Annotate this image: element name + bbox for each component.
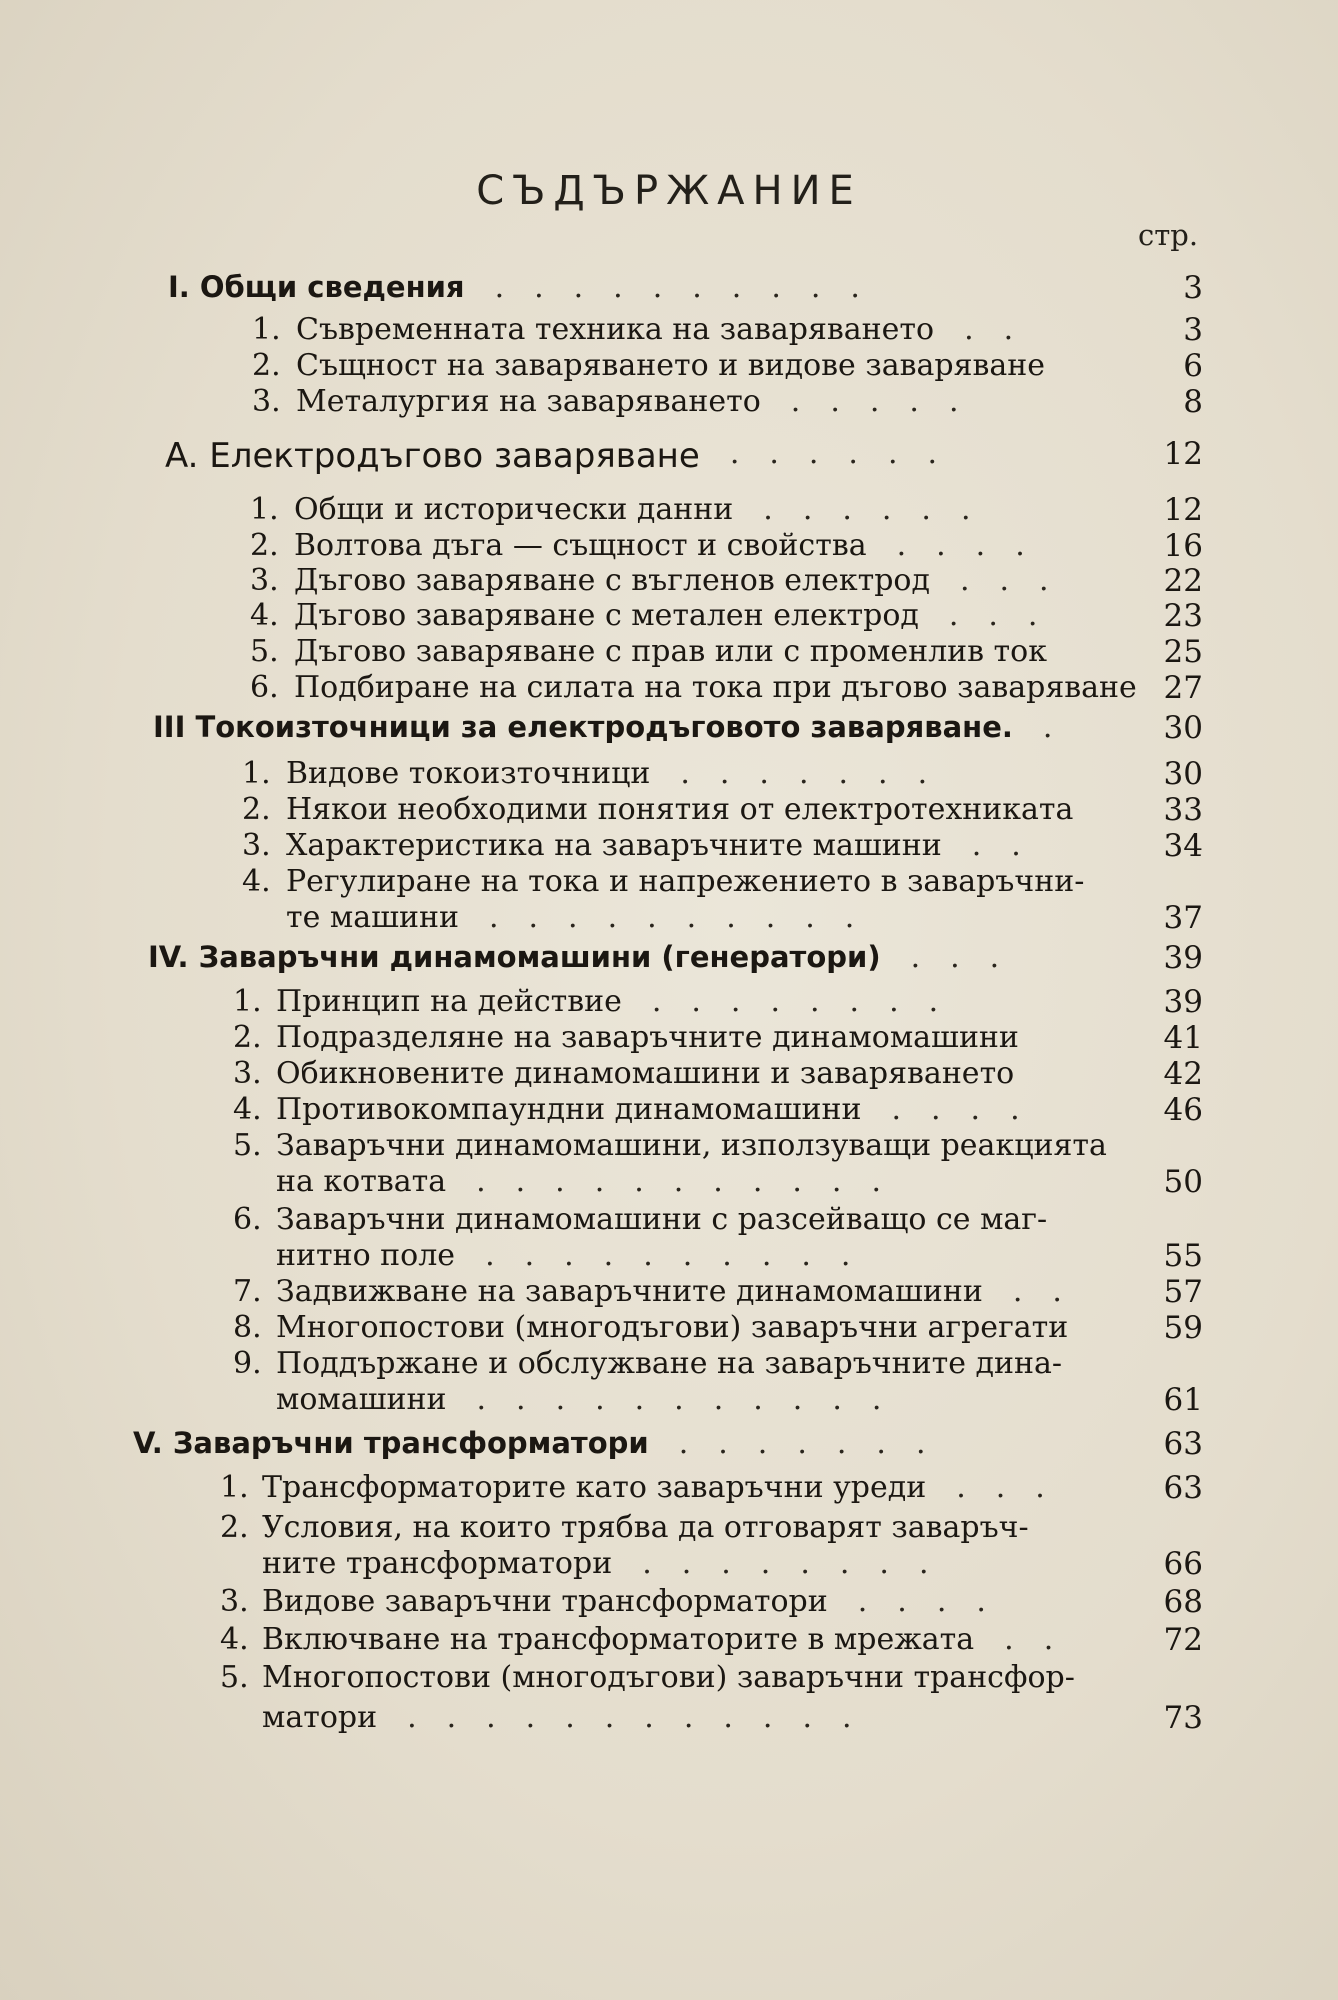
toc-chapter-entry <box>0 940 1338 980</box>
entry-title: ните трансформатори <box>262 1546 613 1581</box>
entry-title: Регулиране на тока и напрежението в заваръчни- <box>286 864 1085 899</box>
toc-subentry <box>0 1510 1338 1550</box>
entry-title: A. Електродъгово заваряване <box>165 436 700 476</box>
toc-subentry <box>0 598 1338 638</box>
entry-number: 1. <box>250 492 279 527</box>
toc-chapter-entry <box>0 1426 1338 1466</box>
entry-title: Многопостови (многодъгови) заваръчни трансфор- <box>262 1660 1075 1695</box>
toc-subentry <box>0 1056 1338 1096</box>
entry-number: 1. <box>233 984 262 1019</box>
entry-title: Общи и исторически данни <box>294 492 734 527</box>
toc-subentry <box>0 756 1338 796</box>
entry-number: 7. <box>233 1274 262 1309</box>
entry-page-number: 55 <box>1163 1238 1203 1274</box>
entry-page-number: 50 <box>1163 1164 1203 1200</box>
entry-page-number: 33 <box>1163 792 1203 828</box>
entry-page-number: 63 <box>1163 1470 1203 1506</box>
entry-number: 2. <box>242 792 271 827</box>
toc-subentry <box>0 1470 1338 1510</box>
toc-continuation-line <box>0 1700 1338 1740</box>
dot-leader: ....... <box>680 756 958 791</box>
toc-continuation-line <box>0 1238 1338 1278</box>
entry-page-number: 39 <box>1163 940 1203 976</box>
entry-page-number: 72 <box>1163 1622 1203 1658</box>
entry-title: Включване на трансформаторите в мрежата <box>262 1622 975 1657</box>
entry-page-number: 3 <box>1183 270 1203 306</box>
entry-title: Волтова дъга — същност и свойства <box>294 528 867 563</box>
toc-subentry <box>0 1622 1338 1662</box>
dot-leader: .......... <box>488 900 885 935</box>
dot-leader: .......... <box>494 270 890 305</box>
entry-page-number: 30 <box>1163 756 1203 792</box>
entry-number: 9. <box>233 1346 262 1381</box>
dot-leader: ........ <box>651 984 969 1019</box>
entry-title: Видове заваръчни трансформатори <box>262 1584 828 1619</box>
entry-page-number: 73 <box>1163 1700 1203 1736</box>
entry-title: Съвременната техника на заваряването <box>296 312 935 347</box>
entry-title: Заваръчни динамомашини, използуващи реакцията <box>276 1128 1107 1163</box>
toc-subentry <box>0 634 1338 674</box>
dot-leader: . <box>1042 710 1083 745</box>
entry-title: на котвата <box>276 1164 447 1199</box>
entry-number: 1. <box>252 312 281 347</box>
toc-continuation-line <box>0 1382 1338 1422</box>
entry-title: те машини <box>286 900 459 935</box>
entry-title: момашини <box>276 1382 447 1417</box>
entry-page-number: 3 <box>1183 312 1203 348</box>
entry-page-number: 57 <box>1163 1274 1203 1310</box>
entry-number: 2. <box>233 1020 262 1055</box>
entry-title: Дъгово заваряване с прав или с променлив ток <box>294 634 1047 669</box>
entry-title: Металургия на заваряването <box>296 384 761 419</box>
entry-page-number: 39 <box>1163 984 1203 1020</box>
toc-continuation-line <box>0 900 1338 940</box>
entry-number: 8. <box>233 1310 262 1345</box>
toc-continuation-line <box>0 1546 1338 1586</box>
entry-number: 5. <box>220 1660 249 1695</box>
entry-title: Условия, на които трябва да отговарят заваръч- <box>262 1510 1029 1545</box>
entry-page-number: 42 <box>1163 1056 1203 1092</box>
entry-title: Подбиране на силата на тока при дъгово заваряване <box>294 670 1137 705</box>
entry-title: V. Заваръчни трансформатори <box>133 1426 649 1460</box>
entry-number: 4. <box>250 598 279 633</box>
toc-subentry <box>0 1346 1338 1386</box>
entry-title: Някои необходими понятия от електротехниката <box>286 792 1074 827</box>
entry-title: Принцип на действие <box>276 984 622 1019</box>
dot-leader: ..... <box>790 384 989 419</box>
entry-title: Трансформаторите като заваръчни уреди <box>262 1470 927 1505</box>
entry-number: 4. <box>233 1092 262 1127</box>
entry-page-number: 63 <box>1163 1426 1203 1462</box>
toc-subentry <box>0 1202 1338 1242</box>
entry-title: Заваръчни динамомашини с разсейващо се маг- <box>276 1202 1048 1237</box>
dot-leader: .. <box>964 312 1044 347</box>
toc-subentry <box>0 563 1338 603</box>
entry-title: Обикновените динамомашини и заваряването <box>276 1056 1015 1091</box>
toc-subentry <box>0 1092 1338 1132</box>
toc-chapter-entry <box>0 436 1338 476</box>
dot-leader: .......... <box>485 1238 881 1273</box>
toc-subentry <box>0 864 1338 904</box>
entry-title: Дъгово заваряване с метален електрод <box>294 598 919 633</box>
entry-number: 2. <box>252 348 281 383</box>
toc-subentry <box>0 1584 1338 1624</box>
toc-subentry <box>0 312 1338 352</box>
entry-title: Същност на заваряването и видове заваряване <box>296 348 1046 383</box>
toc-chapter-entry <box>0 710 1338 750</box>
dot-leader: ... <box>959 563 1079 598</box>
entry-number: 1. <box>220 1470 249 1505</box>
dot-leader: ...... <box>729 436 968 471</box>
entry-title: III Токоизточници за електродъговото заваряване. <box>153 710 1013 744</box>
dot-leader: ........... <box>476 1164 911 1199</box>
dot-leader: ... <box>956 1470 1075 1505</box>
entry-page-number: 61 <box>1163 1382 1203 1418</box>
entry-title: Противокомпаундни динамомашини <box>276 1092 862 1127</box>
entry-number: 5. <box>233 1128 262 1163</box>
toc-subentry <box>0 1274 1338 1314</box>
toc-subentry <box>0 492 1338 532</box>
entry-title: нитно поле <box>276 1238 456 1273</box>
dot-leader: ........... <box>476 1382 912 1417</box>
entry-title: Задвижване на заваръчните динамомашини <box>276 1274 983 1309</box>
entry-title: Подразделяне на заваръчните динамомашини <box>276 1020 1019 1055</box>
entry-title: I. Общи сведения <box>168 270 465 304</box>
toc-subentry <box>0 828 1338 868</box>
entry-page-number: 23 <box>1163 598 1203 634</box>
entry-title: матори <box>262 1700 378 1735</box>
toc-subentry <box>0 1310 1338 1350</box>
entry-page-number: 8 <box>1183 384 1203 420</box>
entry-page-number: 59 <box>1163 1310 1203 1346</box>
entry-page-number: 41 <box>1163 1020 1203 1056</box>
page-column-label: стр. <box>1138 218 1199 252</box>
toc-continuation-line <box>0 1164 1338 1204</box>
entry-number: 2. <box>220 1510 249 1545</box>
entry-title: Характеристика на заваръчните машини <box>286 828 942 863</box>
entry-title: Видове токоизточници <box>286 756 651 791</box>
toc-subentry <box>0 348 1338 388</box>
dot-leader: ...... <box>763 492 1001 527</box>
page-title: СЪДЪРЖАНИЕ <box>476 168 862 214</box>
dot-leader: .... <box>857 1584 1016 1619</box>
entry-page-number: 6 <box>1183 348 1203 384</box>
dot-leader: .. <box>971 828 1051 863</box>
entry-number: 1. <box>242 756 271 791</box>
entry-number: 3. <box>233 1056 262 1091</box>
entry-page-number: 25 <box>1163 634 1203 670</box>
dot-leader: .... <box>891 1092 1050 1127</box>
entry-page-number: 16 <box>1163 528 1203 564</box>
dot-leader: ........ <box>642 1546 959 1581</box>
dot-leader: ... <box>910 940 1030 975</box>
entry-page-number: 12 <box>1163 436 1203 472</box>
entry-number: 6. <box>233 1202 262 1237</box>
entry-number: 3. <box>242 828 271 863</box>
dot-leader: ....... <box>678 1426 956 1461</box>
entry-title: Дъгово заваряване с въгленов електрод <box>294 563 930 598</box>
entry-number: 4. <box>242 864 271 899</box>
toc-subentry <box>0 670 1338 710</box>
entry-number: 4. <box>220 1622 249 1657</box>
toc-subentry <box>0 984 1338 1024</box>
dot-leader: .... <box>896 528 1055 563</box>
toc-subentry <box>0 792 1338 832</box>
entry-page-number: 68 <box>1163 1584 1203 1620</box>
toc-subentry <box>0 1660 1338 1700</box>
entry-page-number: 22 <box>1163 563 1203 599</box>
dot-leader: ... <box>948 598 1068 633</box>
entry-number: 3. <box>252 384 281 419</box>
entry-page-number: 46 <box>1163 1092 1203 1128</box>
entry-page-number: 12 <box>1163 492 1203 528</box>
toc-subentry <box>0 528 1338 568</box>
dot-leader: .. <box>1012 1274 1092 1309</box>
dot-leader: ............ <box>407 1700 882 1735</box>
toc-subentry <box>0 384 1338 424</box>
entry-number: 5. <box>250 634 279 669</box>
entry-title: IV. Заваръчни динамомашини (генератори) <box>148 940 881 974</box>
toc-chapter-entry <box>0 270 1338 310</box>
toc-subentry <box>0 1020 1338 1060</box>
entry-title: Многопостови (многодъгови) заваръчни агрегати <box>276 1310 1069 1345</box>
entry-page-number: 27 <box>1163 670 1203 706</box>
entry-number: 3. <box>250 563 279 598</box>
entry-number: 6. <box>250 670 279 705</box>
entry-number: 2. <box>250 528 279 563</box>
entry-page-number: 66 <box>1163 1546 1203 1582</box>
entry-page-number: 30 <box>1163 710 1203 746</box>
entry-page-number: 37 <box>1163 900 1203 936</box>
dot-leader: .. <box>1004 1622 1084 1657</box>
entry-title: Поддържане и обслужване на заваръчните дина- <box>276 1346 1062 1381</box>
toc-subentry <box>0 1128 1338 1168</box>
entry-page-number: 34 <box>1163 828 1203 864</box>
entry-number: 3. <box>220 1584 249 1619</box>
